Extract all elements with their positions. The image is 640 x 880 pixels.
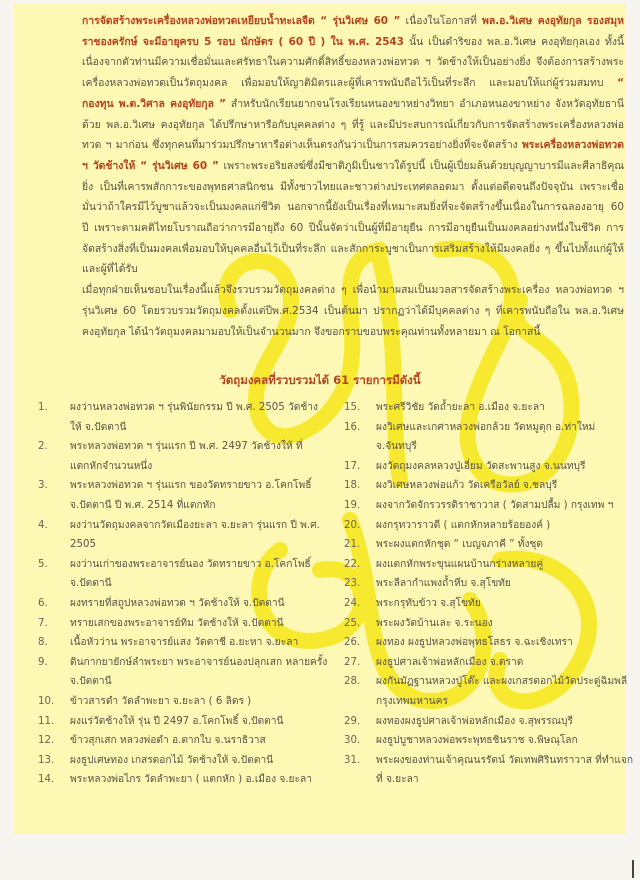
item-text: พระผงวัดบ้านเละ จ.ระนอง — [376, 617, 493, 629]
list-item — [344, 457, 634, 477]
item-text: ทรายเสกของพระอาจารย์ทิม วัดช้างให้ จ.ปัตตานี — [70, 617, 284, 629]
list-item — [38, 555, 328, 594]
list-item — [344, 614, 634, 634]
item-text: ผงแร่วัดช้างให้ รุ่น ปี 2497 อ.โคกโพธิ์ จ.ปัตตานี — [70, 715, 284, 727]
item-number: 12. — [38, 735, 55, 747]
intro-part-5: สำหรับนักเรียนยากจนโรงเรียนหนองขาหย่างวิทยา อำเภอหนองขาหย่าง จังหวัดอุทัยธานี ด้วย พล.อ.วิเศษ คงอุทัยกุล ได้ปรึกษาหารือกับบุคคลต่าง ๆ ที่รู้ และมีประสบการณ์เกี่ยวกับการจัดสร้างพระเครื่องหลวงพ่อทวด ฯ มาก่อน ซึ่งทุกคนที่มาร่วมปรึกษาหารือต่างเห็นตรงกันว่าเป็นการสมควรอย่างยิ่งที่จะจัดสร้าง — [82, 97, 624, 152]
item-text: ผงว่านเก่าของพระอาจารย์นอง วัดทรายขาว อ.โคกโพธิ์ จ.ปัตตานี — [70, 558, 311, 590]
list-item — [38, 516, 328, 555]
item-number: 5. — [38, 558, 48, 570]
item-text: พระศรีวิชัย วัดถ้ำยะลา อ.เมือง จ.ยะลา — [376, 402, 545, 413]
item-text: ผงแตกหักพระขุนแผนบ้านกร่างหลายคู่ — [376, 558, 544, 570]
item-text: ผงว่านหลวงพ่อทวด ฯ รุ่นพินัยกรรม ปี พ.ศ. 2505 วัดช้างให้ จ.ปัตตานี — [70, 402, 318, 433]
item-number: 15. — [344, 402, 361, 413]
item-number: 17. — [344, 460, 361, 472]
list-item — [38, 437, 328, 476]
item-text: ผงธูปศาลเจ้าพ่อหลักเมือง จ.ตราด — [376, 656, 524, 668]
item-number: 2. — [38, 441, 48, 453]
item-number: 28. — [344, 676, 361, 688]
list-item — [344, 476, 634, 496]
item-number: 7. — [38, 617, 48, 629]
list-item — [38, 731, 328, 751]
item-text: ผงวิเศษและเกศาหลวงพ่อกล้วย วัดหมูดุก อ.ท่าใหม่ จ.จันทบุรี — [376, 421, 596, 453]
list-item — [38, 398, 328, 437]
item-number: 27. — [344, 656, 361, 668]
item-number: 9. — [38, 656, 48, 668]
list-item — [344, 672, 634, 711]
item-number: 29. — [344, 715, 361, 727]
item-number: 18. — [344, 480, 361, 492]
item-text: ผงทรายที่สถูปหลวงพ่อทวด ฯ วัดช้างให้ จ.ปัตตานี — [70, 597, 285, 609]
list-item — [38, 476, 328, 515]
item-text: ข้าวสารดำ วัดลำพะยา จ.ยะลา ( 6 ลิตร ) — [70, 695, 252, 707]
item-number: 13. — [38, 754, 55, 766]
list-item — [344, 653, 634, 673]
intro-part-2: พล.อ.วิเศษ คงอุทัยกุล รองสมุหราชองครักษ์ จะมีอายุครบ 5 รอบ นักษัตร ( 60 ปี ) ใน พ.ศ. 2543 — [82, 15, 624, 48]
item-number: 4. — [38, 519, 48, 531]
item-text: ผงทอง ผงธูปหลวงพ่อพุทธโสธร จ.ฉะเชิงเทรา — [376, 637, 573, 649]
list-item — [344, 574, 634, 594]
section-title: วัตถุมงคลที่รวบรวมได้ 61 รายการมีดังนี้ — [219, 373, 421, 387]
item-number: 21. — [344, 539, 361, 551]
item-text: ข้าวสุกเสก หลวงพ่อดำ อ.ตากใบ จ.นราธิวาส — [70, 735, 266, 747]
list-item — [344, 535, 634, 555]
item-text: ผงกรุทวาราวดี ( แตกหักหลายร้อยองค์ ) — [376, 519, 551, 531]
item-text: ผงธูปบูชาหลวงพ่อพระพุทธชินราช จ.พิษณุโลก — [376, 735, 578, 747]
items-left-column — [38, 398, 328, 790]
list-item — [344, 555, 634, 575]
item-text: พระหลวงพ่อทวด ฯ รุ่นแรก ปี พ.ศ. 2497 วัดช้างให้ ที่แตกหักจำนวนหนึ่ง — [70, 441, 303, 472]
item-number: 16. — [344, 421, 361, 433]
list-item — [344, 418, 634, 457]
item-number: 10. — [38, 695, 55, 707]
item-text: เนื้อหัวว่าน พระอาจารย์แสง วัดตาชี อ.ยะหา จ.ยะลา — [70, 637, 299, 649]
items-right-column — [344, 398, 634, 790]
item-text: ผงทองผงธูปศาลเจ้าพ่อหลักเมือง จ.สุพรรณบุรี — [376, 715, 573, 727]
item-number: 26. — [344, 637, 361, 649]
item-text: ผงวัตถุมงคลหลวงปู่เอี่ยม วัดสะพานสูง จ.นนทบุรี — [376, 460, 586, 472]
item-text: ดินกากยายักษ์ลำพระยา พระอาจารย์นองปลุกเสก หลายครั้ง จ.ปัตตานี — [70, 656, 328, 688]
list-item — [38, 614, 328, 634]
item-text: ผงว่านวัตถุมงคลจากวัดเมืองยะลา จ.ยะลา รุ่นแรก ปี พ.ศ. 2505 — [70, 519, 320, 551]
item-number: 23. — [344, 578, 361, 590]
list-item — [38, 712, 328, 732]
intro-part-0: การจัดสร้างพระเครื่องหลวงพ่อทวดเหยียบน้ำทะเลจืด “ รุ่นวิเศษ 60 ” — [82, 15, 401, 27]
intro-paragraph-1 — [34, 11, 624, 280]
item-text: พระผงของท่านเจ้าคุณนรรัตน์ วัดเทพศิรินทราวาส ที่ทำแจก ที่ จ.ยะลา — [376, 754, 634, 786]
list-item — [344, 594, 634, 614]
intro-part-7: เพราะพระอริยสงฆ์ซึ่งมีชาติภูมิเป็นชาวใต้รูปนี้ เป็นผู้เปี่ยมล้นด้วยบุญญาบารมีและศีลาธิคุณยิ่ง เป็นที่เคารพสักการะของพุทธศาสนิกชน มีทั้งชาวไทยและชาวต่างประเทศตลอดมา ตั้งแต่อดีตจนถึงปัจจุบัน เพราะเชื่อมั่นว่าถ้าใครมีไว้บูชาแล้วจะเป็นมงคลแก่ชีวิต นอกจากนี้ยังเป็นเรื่องที่เหมาะสมยิ่งที่จะจัดสร้างขึ้นเนื่องในการฉลองอายุ 60 ปี เพราะตามคติไทยโบราณถือว่าการมีอายุถึง 60 ปีนั้นจัดว่าเป็นผู้ที่มีอายุยืน การมีอายุยืนเป็นมงคลอย่างหนึ่งในชีวิต การจัดสร้างสิ่งที่เป็นมงคลเพื่อมอบให้บุคคลอื่นไว้เป็นที่ระลึก และสักการะบูชาเป็นการเสริมสร้างให้มีมงคลยิ่ง ๆ ขึ้นไปทั้งแก่ผู้ให้และผู้ที่ได้รับ — [82, 159, 624, 276]
item-number: 22. — [344, 558, 361, 570]
list-item — [344, 496, 634, 516]
item-text: ผงกันมัฏฐานหลวงปู่โต๊ะ และผงเกสรดอกไม้วัดประดู่ฉิมพลี กรุงเทพมหานคร — [376, 676, 628, 707]
item-number: 11. — [38, 715, 55, 727]
list-item — [38, 653, 328, 692]
list-item — [38, 594, 328, 614]
item-text: ผงธูปเศษทอง เกสรดอกไม้ วัดช้างให้ จ.ปัตตานี — [70, 754, 274, 766]
list-item — [38, 770, 328, 790]
item-number: 24. — [344, 597, 361, 609]
list-item — [344, 633, 634, 653]
item-number: 14. — [38, 774, 55, 786]
intro-text — [34, 11, 624, 342]
item-number: 1. — [38, 402, 48, 413]
list-item — [38, 692, 328, 712]
item-text: ผงจากวัดจักรวรรดิราชาวาส ( วัดสามปลื้ม ) กรุงเทพ ฯ — [376, 499, 614, 511]
item-number: 20. — [344, 519, 361, 531]
intro-part-1: เนื่องในโอกาสที่ — [400, 15, 483, 27]
intro-part-3: นั้น เป็นดำริของ พล.อ.วิเศษ คงอุทัยกุลเอง ทั้งนี้เนื่องจากตัวท่านมีความเชื่อมั่นและศรัทธาในความศักดิ์สิทธิ์ของหลวงพ่อทวด ฯ วัดช้างให้เป็นอย่างยิ่ง จึงต้องการสร้างพระเครื่องหลวงพ่อทวดเป็นวัตถุมงคล เพื่อมอบให้ญาติมิตรและผู้ที่เคารพนับถือไว้เป็นที่ระลึก และมอบให้แก่ผู้ร่วมสมทบ — [82, 35, 625, 90]
item-text: พระหลวงพ่อทวด ฯ รุ่นแรก ของวัดทรายขาว อ.โคกโพธิ์ จ.ปัตตานี ปี พ.ศ. 2514 ที่แตกหัก — [70, 480, 312, 511]
item-number: 30. — [344, 735, 361, 747]
list-item — [38, 633, 328, 653]
item-number: 6. — [38, 597, 48, 609]
item-text: พระกรุทับข้าว จ.สุโขทัย — [376, 597, 481, 609]
list-item — [344, 751, 634, 790]
page-edge-mark — [632, 860, 634, 878]
list-item — [344, 731, 634, 751]
intro-part-4: “ กองทุน พ.ต.วิศาล คงอุทัยกุล ” — [82, 77, 624, 110]
item-number: 3. — [38, 480, 48, 492]
item-number: 8. — [38, 637, 48, 649]
intro-paragraph-2: เมื่อทุกฝ่ายเห็นชอบในเรื่องนี้แล้วจึงรวบรวมวัตถุมงคลต่าง ๆ เพื่อนำมาผสมเป็นมวลสารจัดสร้างพระเครื่อง หลวงพ่อทวด ฯ รุ่นวิเศษ 60 โดยรวบรวมวัตถุมงคลตั้งแต่ปีพ.ศ.2534 เป็นต้นมา ปรากฏว่าได้มีบุคคลต่าง ๆ ที่เคารพนับถือใน พล.อ.วิเศษ คงอุทัยกุล ได้นำวัตถุมงคลมามอบให้เป็นจำนวนมาก จึงขอกราบขอบพระคุณท่านทั้งหลายมา ณ โอกาสนี้ — [82, 284, 624, 338]
intro-part-6: พระเครื่องหลวงพ่อทวด ฯ วัดช้างให้ “ รุ่นวิเศษ 60 ” — [82, 139, 624, 172]
list-item — [344, 398, 634, 418]
item-number: 25. — [344, 617, 361, 629]
item-text: พระลีลากำแพงถ้ำหีบ จ.สุโขทัย — [376, 578, 511, 590]
list-item — [38, 751, 328, 771]
item-text: พระหลวงพ่อไกร วัดลำพะยา ( แตกหัก ) อ.เมือง จ.ยะลา — [70, 774, 312, 786]
item-text: ผงวิเศษหลวงพ่อแก้ว วัดเครือวัลย์ จ.ชลบุรี — [376, 480, 558, 492]
list-item — [344, 516, 634, 536]
list-item — [344, 712, 634, 732]
item-number: 31. — [344, 754, 361, 766]
item-number: 19. — [344, 499, 361, 511]
item-text: พระผงแตกหักชุด “ เบญจภาคี ” ทั้งชุด — [376, 539, 543, 551]
